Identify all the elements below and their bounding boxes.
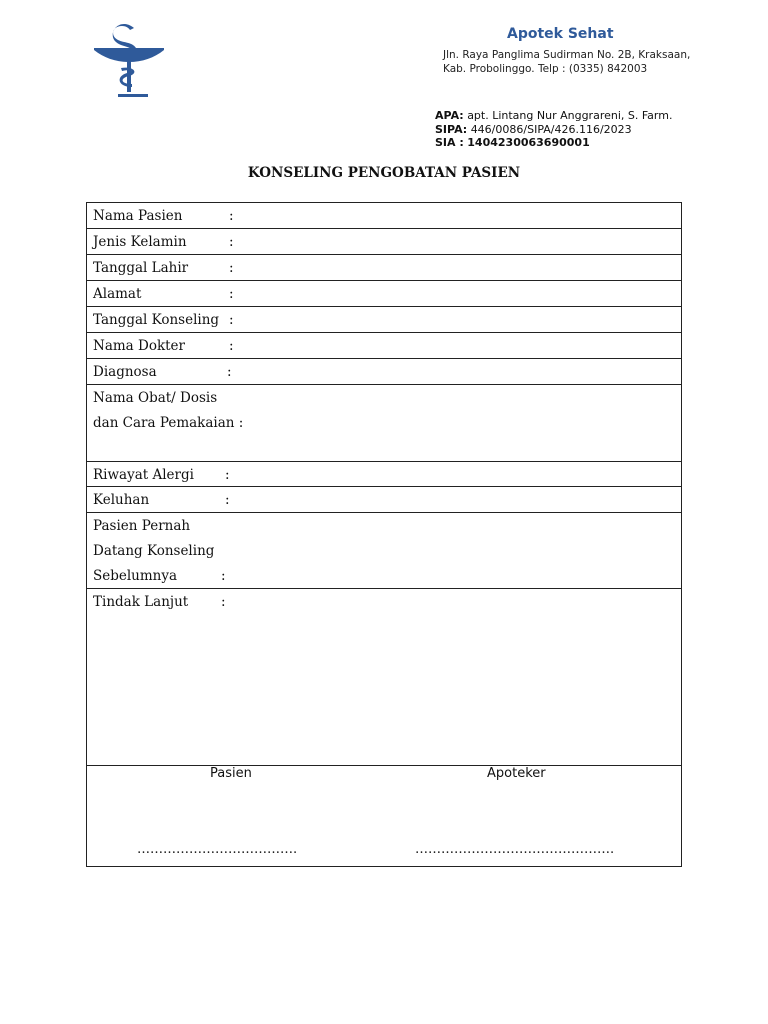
apa-label: APA: (435, 109, 464, 122)
row-tanggal-konseling[interactable] (87, 307, 681, 333)
colon: : (221, 594, 226, 610)
address-line-2: Kab. Probolinggo. Telp : (0335) 842003 (443, 63, 648, 75)
sia-value: 1404230063690001 (467, 136, 590, 149)
row-nama-dokter[interactable] (87, 333, 681, 359)
signature-section (87, 766, 681, 866)
label-pernah-line-1: Pasien Pernah (93, 518, 191, 534)
row-keluhan[interactable] (87, 487, 681, 513)
label-pernah-line-2: Datang Konseling (93, 543, 215, 559)
colon: : (229, 312, 234, 328)
label-jenis-kelamin: Jenis Kelamin (93, 234, 187, 250)
row-pasien-pernah[interactable] (87, 513, 681, 589)
colon: : (221, 568, 226, 584)
colon: : (229, 208, 234, 224)
row-diagnosa[interactable] (87, 359, 681, 385)
row-tindak-lanjut[interactable] (87, 589, 681, 766)
label-nama-pasien: Nama Pasien (93, 208, 183, 224)
colon: : (229, 234, 234, 250)
sia-line (435, 136, 672, 150)
colon: : (225, 467, 230, 483)
sia-label: SIA : (435, 136, 464, 149)
license-info (435, 109, 672, 150)
label-diagnosa: Diagnosa (93, 364, 157, 380)
signature-line-apoteker[interactable]: ………………………………………. (415, 842, 615, 857)
signature-line-pasien[interactable]: ………………………………. (137, 842, 298, 857)
apa-line (435, 109, 672, 123)
colon: : (229, 286, 234, 302)
label-keluhan: Keluhan (93, 492, 150, 508)
row-riwayat-alergi[interactable] (87, 462, 681, 487)
colon: : (229, 338, 234, 354)
apa-value: apt. Lintang Nur Anggrareni, S. Farm. (467, 109, 673, 122)
sipa-line (435, 123, 672, 137)
sipa-value: 446/0086/SIPA/426.116/2023 (470, 122, 632, 136)
label-alamat: Alamat (93, 286, 142, 302)
label-tindak-lanjut: Tindak Lanjut (93, 594, 189, 610)
label-riwayat-alergi: Riwayat Alergi (93, 467, 194, 483)
signature-label-apoteker: Apoteker (487, 766, 546, 781)
pharmacy-address (443, 48, 690, 76)
colon: : (229, 260, 234, 276)
label-tanggal-lahir: Tanggal Lahir (93, 260, 189, 276)
colon: : (227, 364, 232, 380)
row-alamat[interactable] (87, 281, 681, 307)
row-tanggal-lahir[interactable] (87, 255, 681, 281)
row-nama-pasien[interactable] (87, 203, 681, 229)
pharmacy-caduceus-logo (92, 22, 166, 100)
label-nama-dokter: Nama Dokter (93, 338, 186, 354)
label-tanggal-konseling: Tanggal Konseling (93, 312, 220, 328)
counseling-form (86, 202, 682, 867)
address-line-1: Jln. Raya Panglima Sudirman No. 2B, Kraksaan, (443, 49, 691, 61)
colon: : (225, 492, 230, 508)
pharmacy-name: Apotek Sehat (507, 26, 614, 42)
label-pernah-line-3: Sebelumnya (93, 568, 178, 584)
form-title: KONSELING PENGOBATAN PASIEN (247, 165, 521, 181)
label-nama-obat-line-2: dan Cara Pemakaian : (93, 415, 244, 431)
row-nama-obat[interactable] (87, 385, 681, 462)
label-nama-obat-line-1: Nama Obat/ Dosis (93, 390, 218, 406)
signature-label-pasien: Pasien (210, 766, 252, 781)
sipa-label: SIPA: (435, 122, 468, 136)
row-jenis-kelamin[interactable] (87, 229, 681, 255)
